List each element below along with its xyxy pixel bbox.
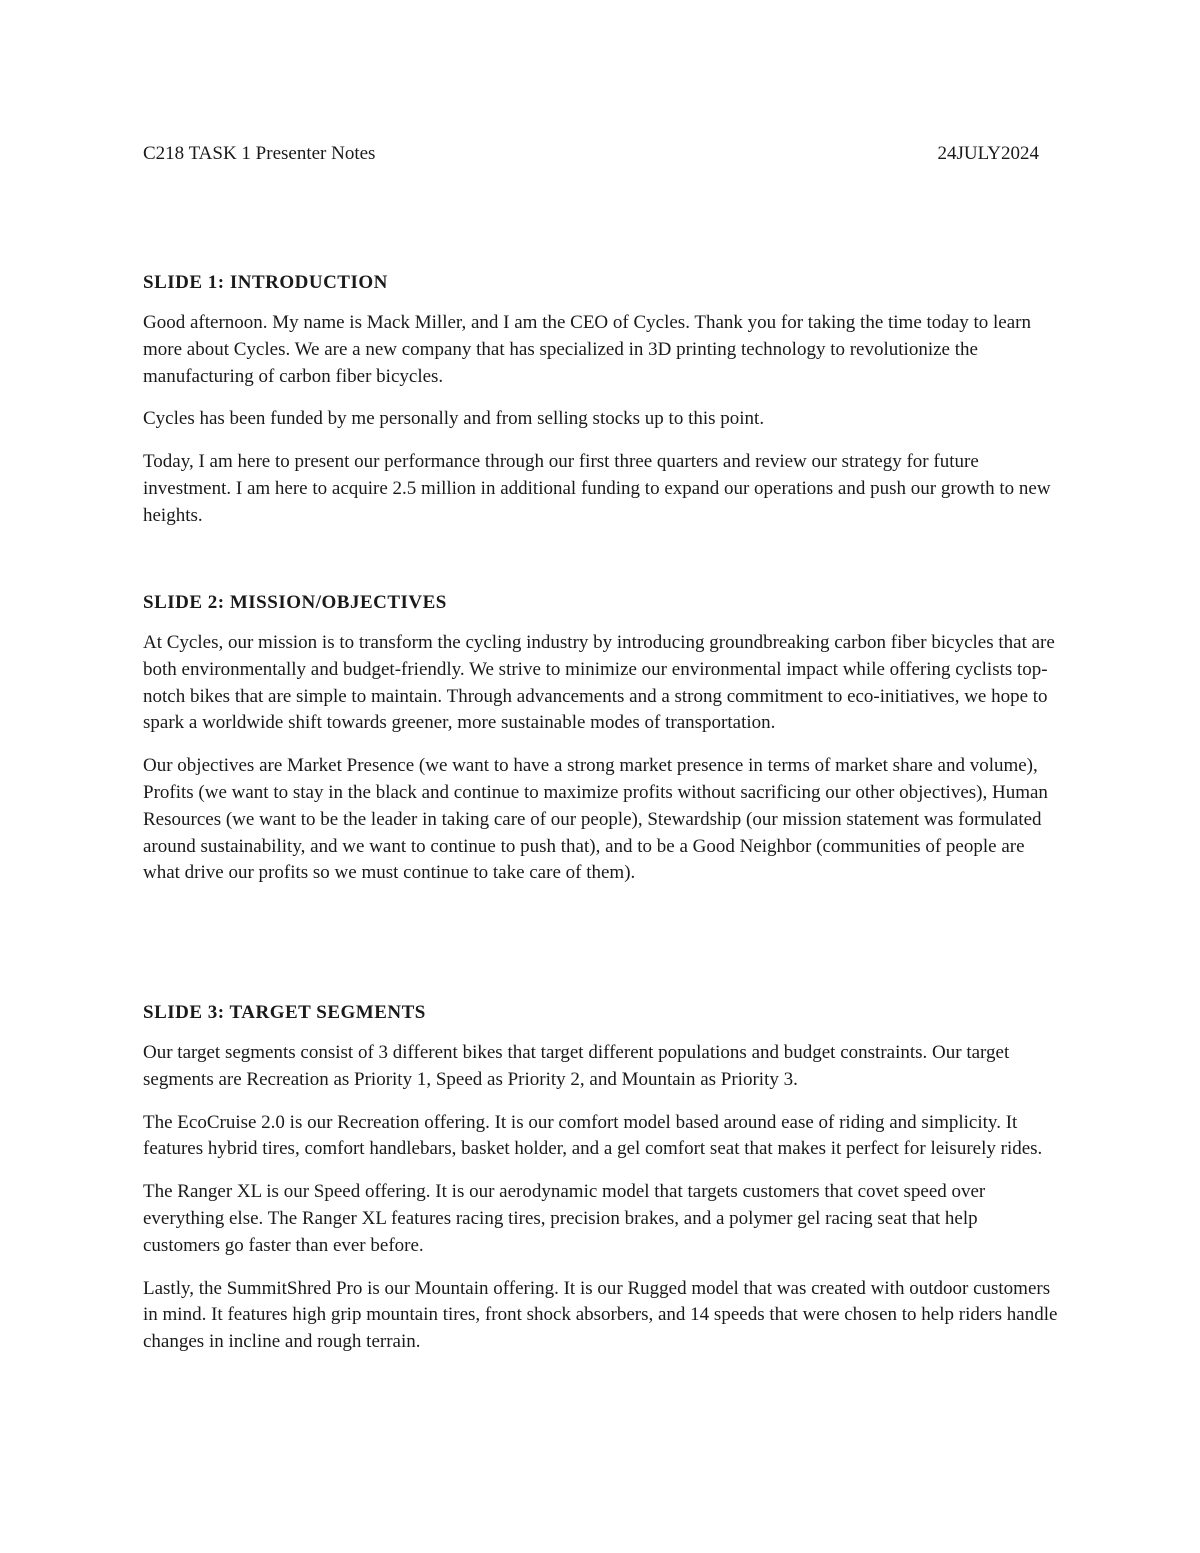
section-heading: SLIDE 3: TARGET SEGMENTS <box>143 1002 426 1023</box>
paragraph: At Cycles, our mission is to transform the cycling industry by introducing groundbreaking carbon fiber bicycles that are both environmentally and budget-friendly. We strive to minimize our environmental impact while offering cyclists top-notch bikes that are simple to maintain. Through advancements and a strong commitment to eco-initiatives, we hope to spark a worldwide shift towards greener, more sustainable modes of transportation. <box>143 632 1055 734</box>
document-title: C218 TASK 1 Presenter Notes <box>143 143 376 164</box>
section-heading: SLIDE 1: INTRODUCTION <box>143 272 388 293</box>
section-heading: SLIDE 2: MISSION/OBJECTIVES <box>143 592 447 613</box>
document-header <box>143 143 1039 167</box>
document-date: 24JULY2024 <box>937 143 1039 164</box>
paragraph: Our target segments consist of 3 different bikes that target different populations and budget constraints. Our target segments are Recreation as Priority 1, Speed as Priority 2, and Mountain as Priority 3. <box>143 1042 1010 1090</box>
section-target-segments <box>143 1000 1058 1372</box>
paragraph: Lastly, the SummitShred Pro is our Mountain offering. It is our Rugged model that was created with outdoor customers in mind. It features high grip mountain tires, front shock absorbers, and 14 speeds that were chosen to help riders handle changes in incline and rough terrain. <box>143 1277 1058 1353</box>
paragraph: Good afternoon. My name is Mack Miller, and I am the CEO of Cycles. Thank you for taking the time today to learn more about Cycles. We are a new company that has specialized in 3D printing technology to revolutionize the manufacturing of carbon fiber bicycles. <box>143 312 1031 387</box>
paragraph: Cycles has been funded by me personally and from selling stocks up to this point. <box>143 408 765 430</box>
paragraph: Today, I am here to present our performance through our first three quarters and review our strategy for future investment. I am here to acquire 2.5 million in additional funding to expand our operations and push our growth to new heights. <box>143 451 1051 526</box>
section-mission-objectives <box>143 590 1058 903</box>
section-introduction <box>143 270 1058 546</box>
paragraph: Our objectives are Market Presence (we want to have a strong market presence in terms of market share and volume), Profits (we want to stay in the black and continue to maximize profits without sacrificing our other objectives), Human Resources (we want to be the leader in taking care of our people), Stewardship (our mission statement was formulated around sustainability, and we want to continue to push that), and to be a Good Neighbor (communities of people are what drive our profits so we must continue to take care of them). <box>143 755 1048 884</box>
paragraph: The EcoCruise 2.0 is our Recreation offering. It is our comfort model based around ease of riding and simplicity. It features hybrid tires, comfort handlebars, basket holder, and a gel comfort seat that makes it perfect for leisurely rides. <box>143 1111 1043 1160</box>
paragraph: The Ranger XL is our Speed offering. It is our aerodynamic model that targets customers that covet speed over everything else. The Ranger XL features racing tires, precision brakes, and a polymer gel racing seat that help customers go faster than ever before. <box>143 1181 986 1256</box>
